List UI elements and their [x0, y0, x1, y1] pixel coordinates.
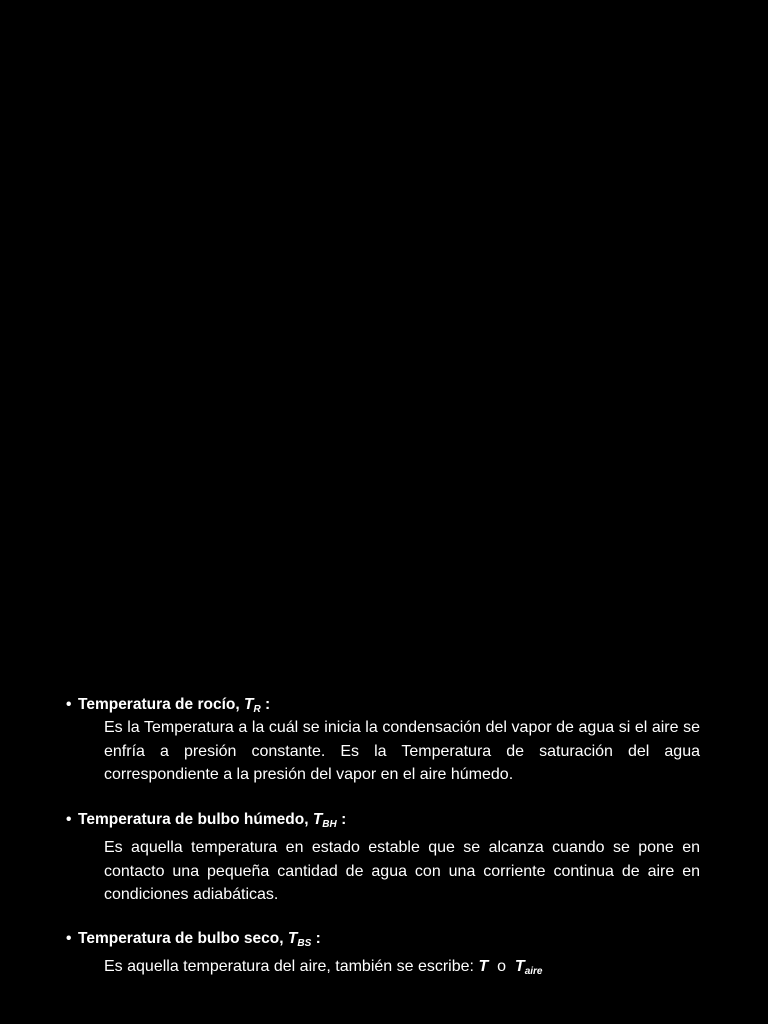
heading-text: Temperatura de bulbo húmedo, [78, 811, 309, 828]
alt-symbol-t-aire: $T_{aire}$ [514, 958, 543, 977]
symbol-subscript: BH [322, 819, 337, 830]
alt-symbol-t: T [478, 958, 489, 975]
section-dry-bulb [66, 929, 706, 979]
bullet-icon: • [66, 811, 72, 828]
section-heading [66, 929, 706, 949]
section-description: Es aquella temperatura en estado estable que se alcanza cuando se pone en contacto una pequeña cantidad de agua con una corriente continua de aire en condiciones adiabáticas. [104, 839, 700, 903]
heading-colon: : [341, 811, 347, 828]
symbol-subscript: R [253, 704, 261, 715]
heading-colon: : [264, 696, 271, 713]
section-description [104, 955, 700, 979]
bullet-icon: • [66, 930, 72, 947]
description-text: Es aquella temperatura del aire, también se escribe: [104, 958, 474, 975]
section-heading [66, 695, 706, 715]
section-description: Es la Temperatura a la cuál se inicia la condensación del vapor de agua si el aire se enfría a presión constante. Es la Temperatura de saturación del agua correspondiente a la presión del vapor en el aire húmedo. [104, 719, 700, 783]
section-heading [66, 810, 706, 830]
heading-colon: : [315, 930, 321, 947]
section-wet-bulb [66, 810, 706, 907]
temperature-symbol: $T_R$ [243, 696, 261, 715]
temperature-symbol: $T_{BS}$ [287, 930, 312, 949]
bullet-icon: • [66, 696, 72, 713]
section-dew-point [66, 695, 706, 787]
heading-text: Temperatura de bulbo seco, [78, 930, 284, 947]
symbol-subscript: BS [297, 938, 312, 949]
alt-symbol-subscript: aire [524, 966, 543, 977]
temperature-symbol: $T_{BH}$ [312, 811, 337, 830]
heading-text: Temperatura de rocío, [78, 696, 240, 713]
connector-word: o [497, 958, 507, 975]
